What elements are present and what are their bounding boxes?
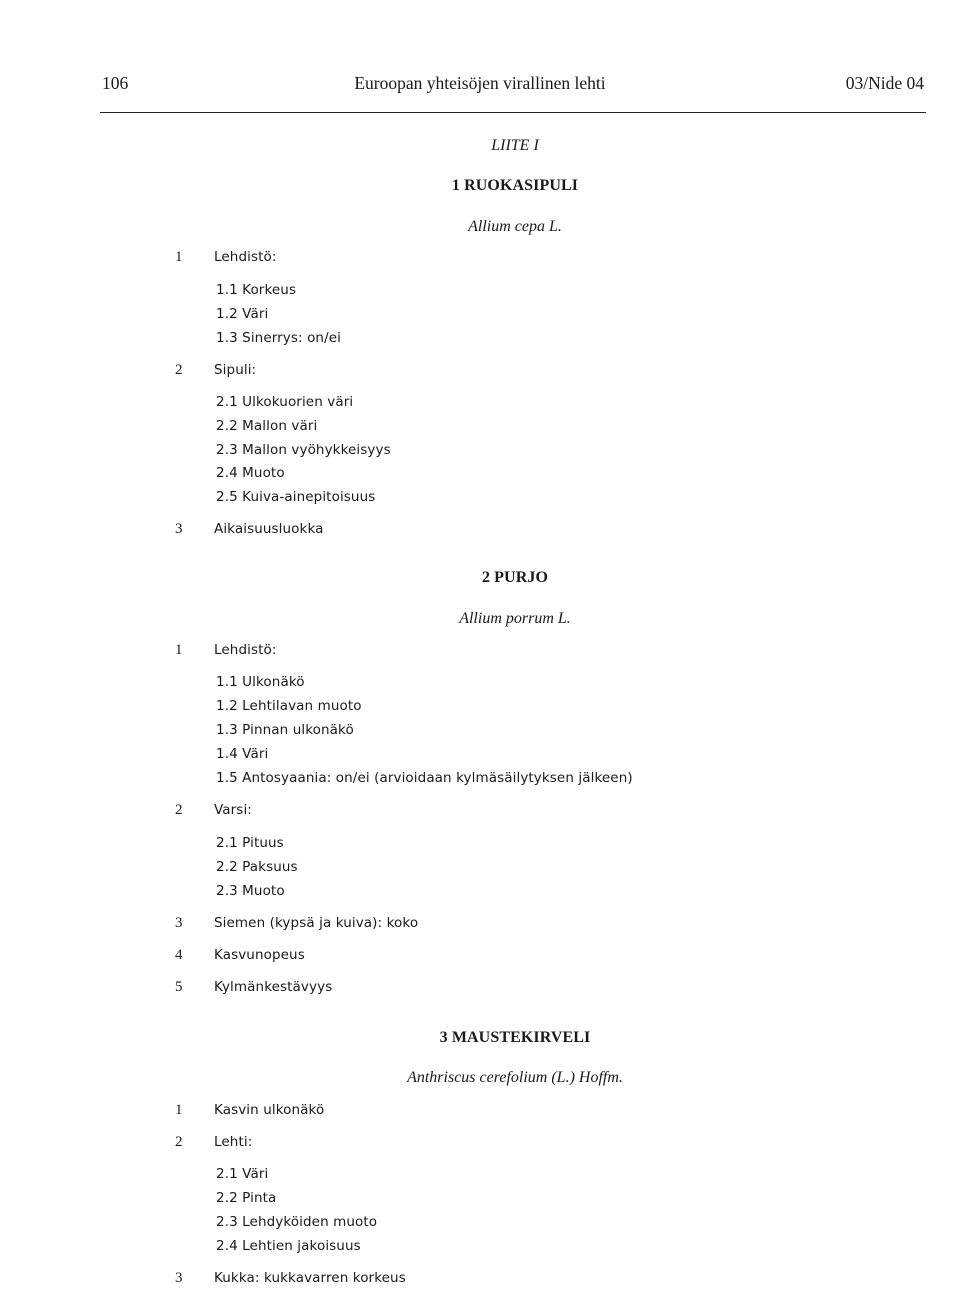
sub-item-label: 1.1 Korkeus — [216, 282, 297, 298]
item-number: 3 — [175, 1270, 183, 1286]
item-label: Kukka: kukkavarren korkeus — [214, 1270, 406, 1286]
volume-reference: 03/Nide 04 — [845, 73, 924, 93]
item-label: Kasvunopeus — [214, 947, 305, 963]
item-label: Lehdistö: — [214, 642, 277, 658]
sub-item-label: 2.1 Pituus — [216, 835, 284, 851]
sub-item-label: 2.2 Paksuus — [216, 859, 298, 875]
sub-item-label: 2.2 Pinta — [216, 1190, 277, 1206]
item-number: 2 — [175, 1134, 183, 1150]
item-label: Kasvin ulkonäkö — [214, 1102, 325, 1118]
sub-item-label: 1.3 Sinerrys: on/ei — [216, 330, 341, 346]
item-label: Sipuli: — [214, 362, 257, 378]
item-number: 1 — [175, 1102, 183, 1118]
sub-item-label: 2.2 Mallon väri — [216, 418, 318, 434]
item-label: Kylmänkestävyys — [214, 979, 333, 995]
section-latin-name: Allium cepa L. — [468, 218, 562, 235]
page-number: 106 — [102, 73, 129, 93]
item-number: 2 — [175, 362, 183, 378]
item-number: 3 — [175, 915, 183, 931]
item-number: 1 — [175, 642, 183, 658]
header-divider — [100, 112, 926, 113]
sub-item-label: 1.2 Väri — [216, 306, 269, 322]
item-label: Lehti: — [214, 1134, 253, 1150]
sub-item-label: 2.3 Lehdyköiden muoto — [216, 1214, 378, 1230]
annex-title: LIITE I — [491, 137, 539, 154]
sub-item-label: 2.3 Mallon vyöhykkeisyys — [216, 442, 391, 458]
sub-item-label: 1.1 Ulkonäkö — [216, 674, 305, 690]
section-title: 3 MAUSTEKIRVELI — [439, 1029, 591, 1046]
section-title: 2 PURJO — [481, 569, 549, 586]
sub-item-label: 1.4 Väri — [216, 746, 269, 762]
journal-title: Euroopan yhteisöjen virallinen lehti — [354, 73, 606, 93]
item-number: 3 — [175, 521, 183, 537]
sub-item-label: 1.2 Lehtilavan muoto — [216, 698, 362, 714]
sub-item-label: 1.5 Antosyaania: on/ei (arvioidaan kylmäsäilytyksen jälkeen) — [216, 770, 633, 786]
sub-item-label: 2.4 Muoto — [216, 465, 285, 481]
sub-item-label: 1.3 Pinnan ulkonäkö — [216, 722, 354, 738]
sub-item-label: 2.5 Kuiva-ainepitoisuus — [216, 489, 376, 505]
item-number: 4 — [175, 947, 183, 963]
item-number: 2 — [175, 802, 183, 818]
item-label: Siemen (kypsä ja kuiva): koko — [214, 915, 419, 931]
item-label: Aikaisuusluokka — [214, 521, 324, 537]
sub-item-label: 2.1 Ulkokuorien väri — [216, 394, 354, 410]
sub-item-label: 2.3 Muoto — [216, 883, 285, 899]
section-latin-name: Allium porrum L. — [459, 610, 571, 627]
sub-item-label: 2.4 Lehtien jakoisuus — [216, 1238, 361, 1254]
section-title: 1 RUOKASIPULI — [451, 177, 579, 194]
item-label: Varsi: — [214, 802, 252, 818]
item-number: 5 — [175, 979, 183, 995]
sub-item-label: 2.1 Väri — [216, 1166, 269, 1182]
item-number: 1 — [175, 249, 183, 265]
item-label: Lehdistö: — [214, 249, 277, 265]
section-latin-name: Anthriscus cerefolium (L.) Hoffm. — [407, 1069, 623, 1086]
